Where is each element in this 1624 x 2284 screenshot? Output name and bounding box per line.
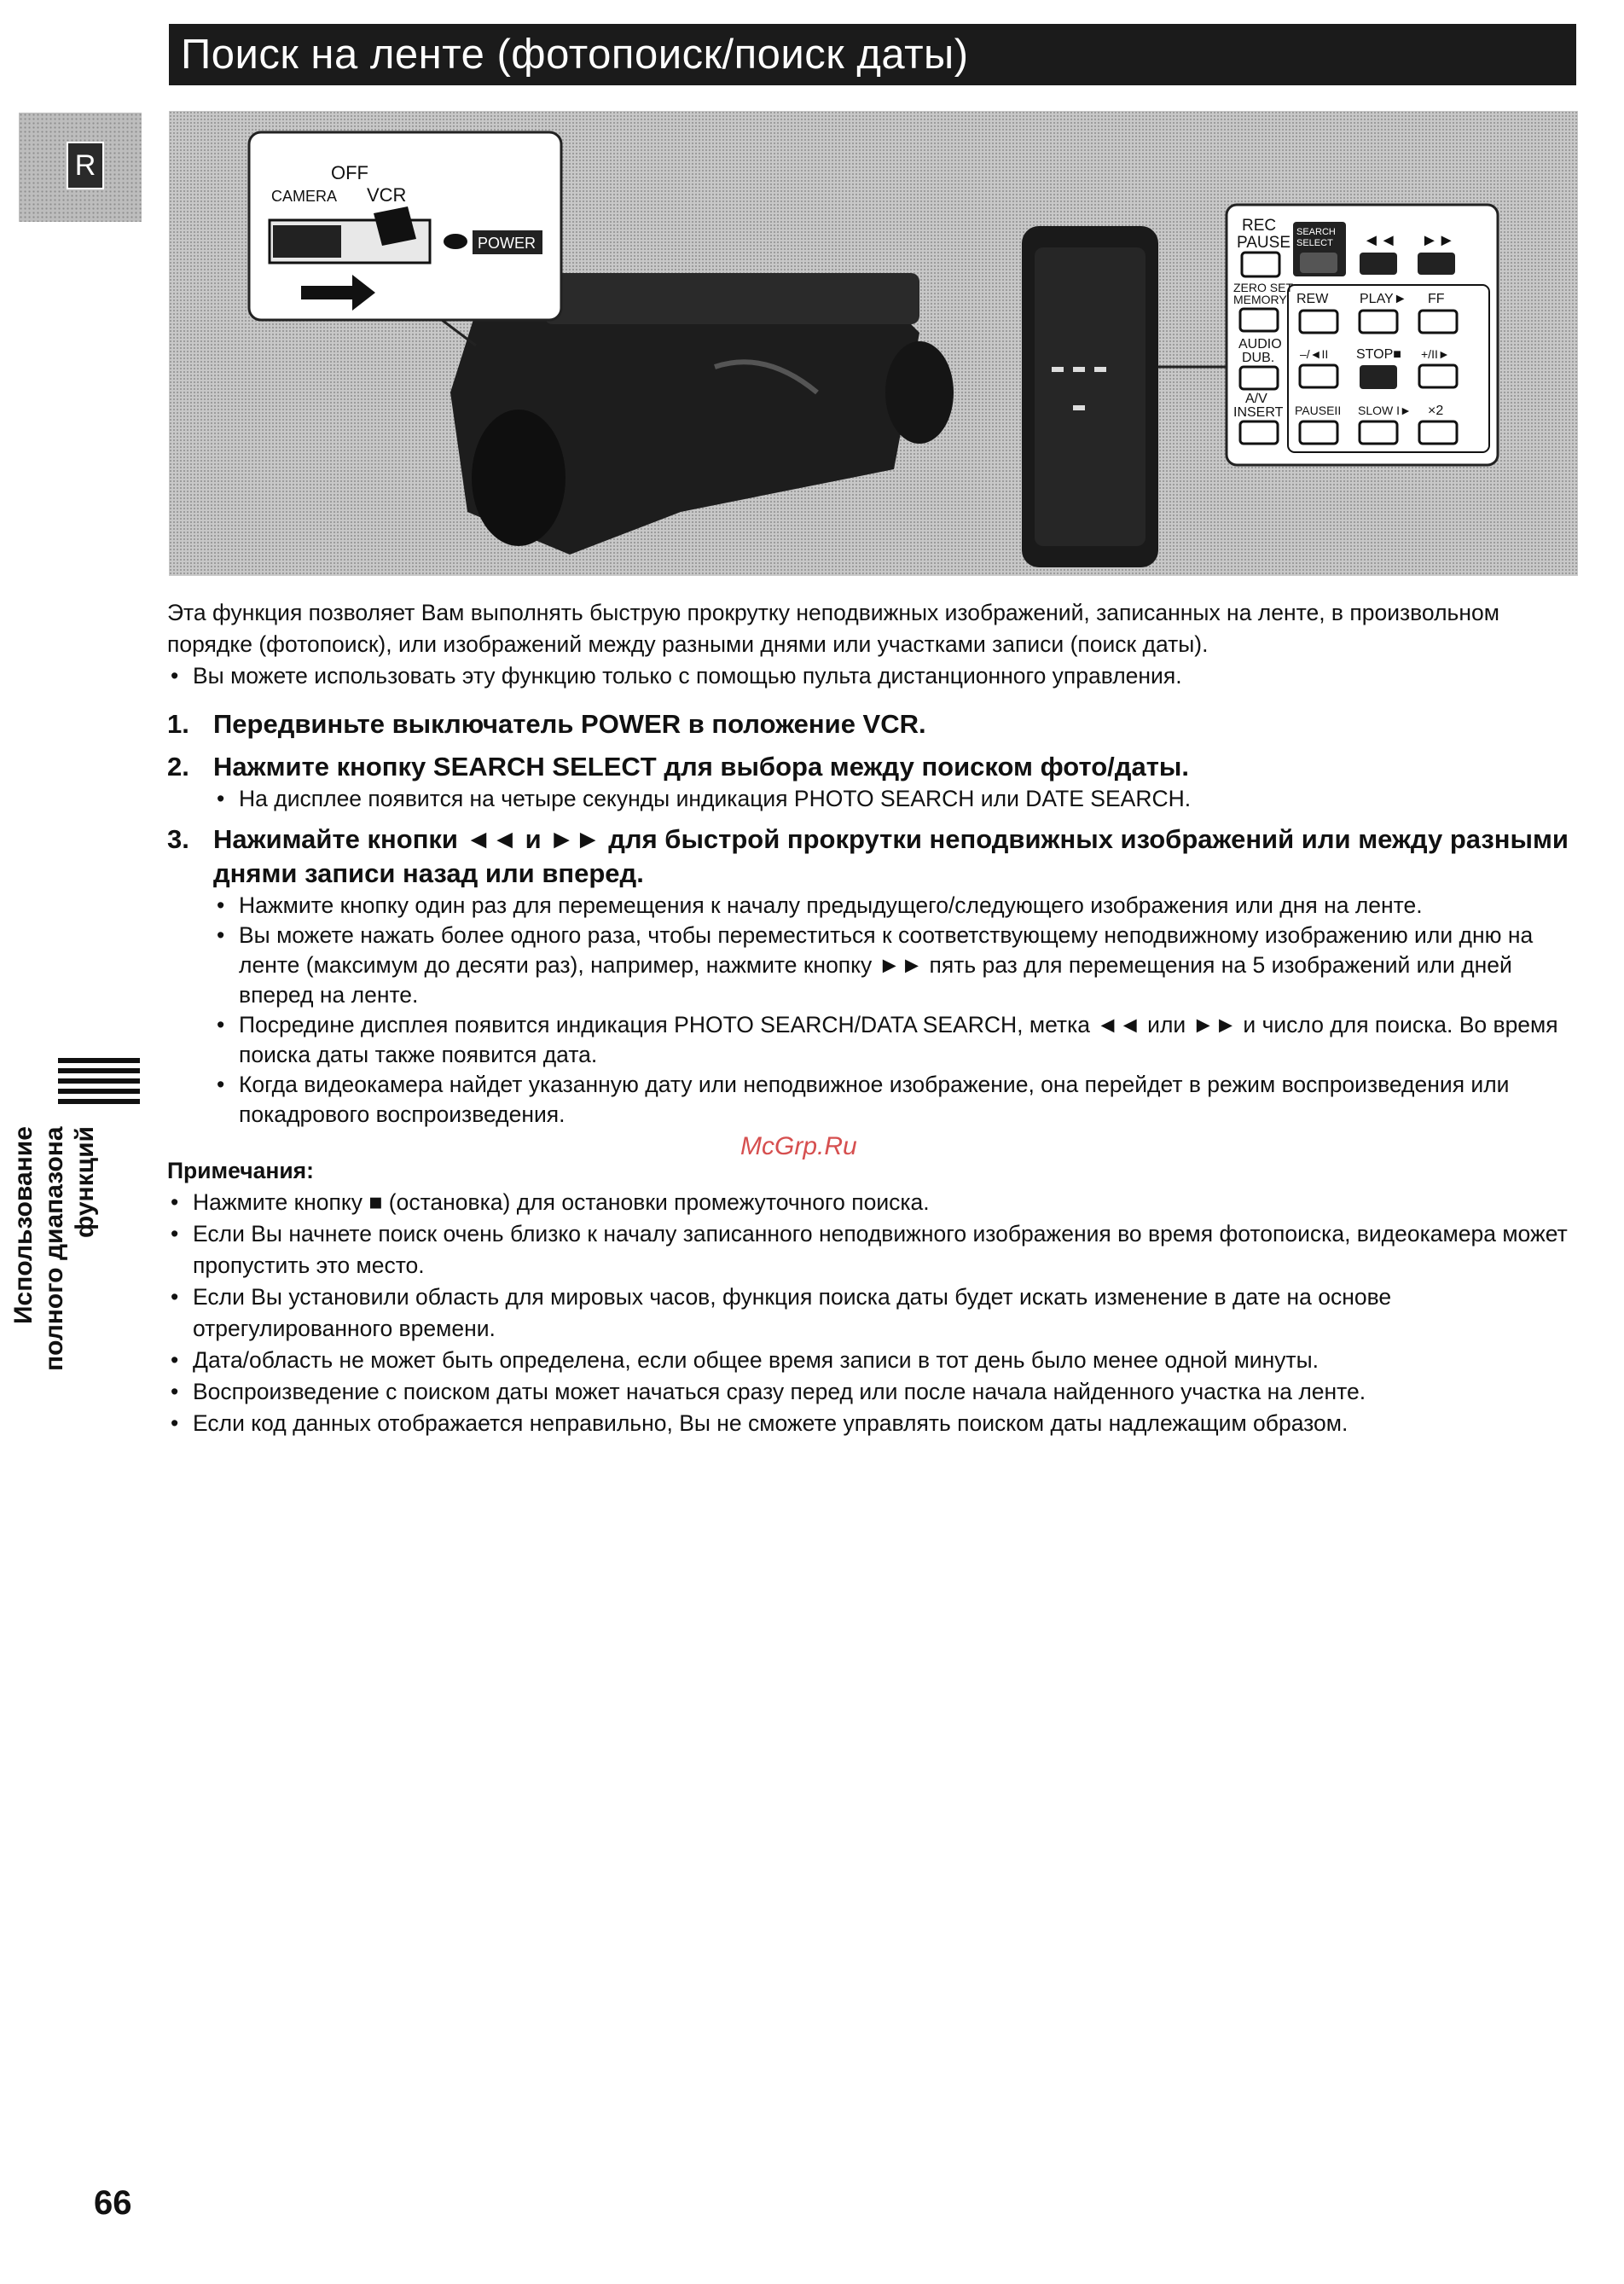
note-item: • Нажмите кнопку ■ (остановка) для остановки промежуточного поиска. [167,1187,1583,1218]
switch-camera-label: CAMERA [271,188,338,205]
prev-skip-label: ◄◄ [1363,231,1397,250]
next-skip-button [1418,253,1455,275]
x2-label: ×2 [1428,404,1444,418]
step-text: Передвиньте выключатель POWER в положение VCR. [213,709,926,739]
remote-control-drawing [1022,226,1227,567]
note-item: • Дата/область не может быть определена, если общее время записи в тот день было менее одной минуты. [167,1345,1583,1376]
slow-fwd-label: +/II► [1421,347,1450,361]
prev-skip-button [1360,253,1397,275]
watermark: McGrp.Ru [740,1132,857,1160]
step-1 [167,707,1583,741]
steps-list [167,707,1583,1130]
section-marker-stripes [58,1058,140,1109]
note-item: • Если код данных отображается неправильно, Вы не сможете управлять поиском даты надлежащим образом. [167,1408,1583,1439]
step-bullet: • Нажмите кнопку один раз для перемещения к началу предыдущего/следующего изображения или дня на ленте. [213,891,1583,921]
intro-paragraph: Эта функция позволяет Вам выполнять быструю прокрутку неподвижных изображений, записанных на ленте, в произвольном порядке (фотопоиск), или изображений между разными днями или участками записи (поиск даты). [167,600,1499,657]
next-skip-label: ►► [1421,231,1455,250]
step-bullet: • Когда видеокамера найдет указанную дату или неподвижное изображение, она перейдет в режим воспроизведения или покадрового воспроизведения. [213,1070,1583,1130]
step-text: Нажмите кнопку SEARCH SELECT для выбора между поиском фото/даты. [213,752,1189,782]
rec-label: REC [1242,217,1277,235]
search-label: SEARCH [1296,227,1336,237]
step-bullet: • Посредине дисплея появится индикация PHOTO SEARCH/DATA SEARCH, метка ◄◄ или ►► и число для поиска. Во время поиска даты также появится дата. [213,1010,1583,1070]
step-text: Нажимайте кнопки ◄◄ и ►► для быстрой прокрутки неподвижных изображений или между разными днями записи назад или вперед. [213,824,1569,888]
switch-off-label: OFF [331,162,368,183]
intro-bullet: • Вы можете использовать эту функцию только с помощью пульта дистанционного управления. [167,660,1583,692]
step-number: 1. [167,709,189,739]
audio-label: AUDIO [1238,337,1282,352]
note-item: • Если Вы начнете поиск очень близко к началу записанного неподвижного изображения во время фотопоиска, видеокамера может пропустить это место. [167,1218,1583,1281]
notes-section [167,1155,1583,1439]
dub-label: DUB. [1242,351,1275,365]
language-tab [19,113,142,222]
page-title: Поиск на ленте (фотопоиск/поиск даты) [181,32,969,78]
switch-vcr-label: VCR [367,184,407,206]
camera-remote-illustration [169,111,1578,576]
stop-label: STOP■ [1356,347,1401,362]
notes-title: Примечания: [167,1158,314,1183]
av-label: A/V [1245,392,1267,406]
step-3 [167,822,1583,1130]
stop-button [1360,365,1397,389]
step-2 [167,750,1583,814]
zero-set-label: ZERO SET [1233,281,1294,294]
play-label: PLAY► [1360,292,1407,306]
instruction-text [167,597,1583,1439]
insert-label: INSERT [1233,405,1284,420]
search-select-button [1300,253,1337,273]
step-bullet: • Вы можете нажать более одного раза, чтобы переместиться к соответствующему неподвижному изображению или дню на ленте (максимум до десяти раз), например, нажмите кнопку ►► пять раз для перемещения на 5 изображений или дней вперед на ленте. [213,921,1583,1010]
ff-label: FF [1428,292,1445,306]
select-label: SELECT [1296,238,1333,248]
note-item: • Если Вы установили область для мировых часов, функция поиска даты будет искать изменение в дате на основе отрегулированного времени. [167,1281,1583,1345]
page-number: 66 [94,2184,132,2222]
slow-label: SLOW I► [1358,404,1412,417]
pause-btn-label: PAUSEII [1295,404,1342,417]
language-letter: R [67,142,104,189]
slow-rev-label: –/◄II [1300,347,1329,361]
power-label: POWER [478,235,536,252]
step-number: 2. [167,752,189,782]
illustration-svg [169,111,1578,576]
step-bullet: • На дисплее появится на четыре секунды индикация PHOTO SEARCH или DATE SEARCH. [213,784,1583,814]
rew-label: REW [1296,292,1329,306]
section-label: Использование полного диапазона функций [9,1126,99,1371]
power-switch-callout [249,132,561,346]
memory-label: MEMORY [1233,293,1287,306]
section-sidebar [9,1126,179,1425]
pause-label: PAUSE [1237,234,1291,252]
remote-button-panel [1227,205,1498,465]
page-title-bar [169,24,1576,85]
step-number: 3. [167,824,189,854]
note-item: • Воспроизведение с поиском даты может начаться сразу перед или после начала найденного участка на ленте. [167,1376,1583,1408]
